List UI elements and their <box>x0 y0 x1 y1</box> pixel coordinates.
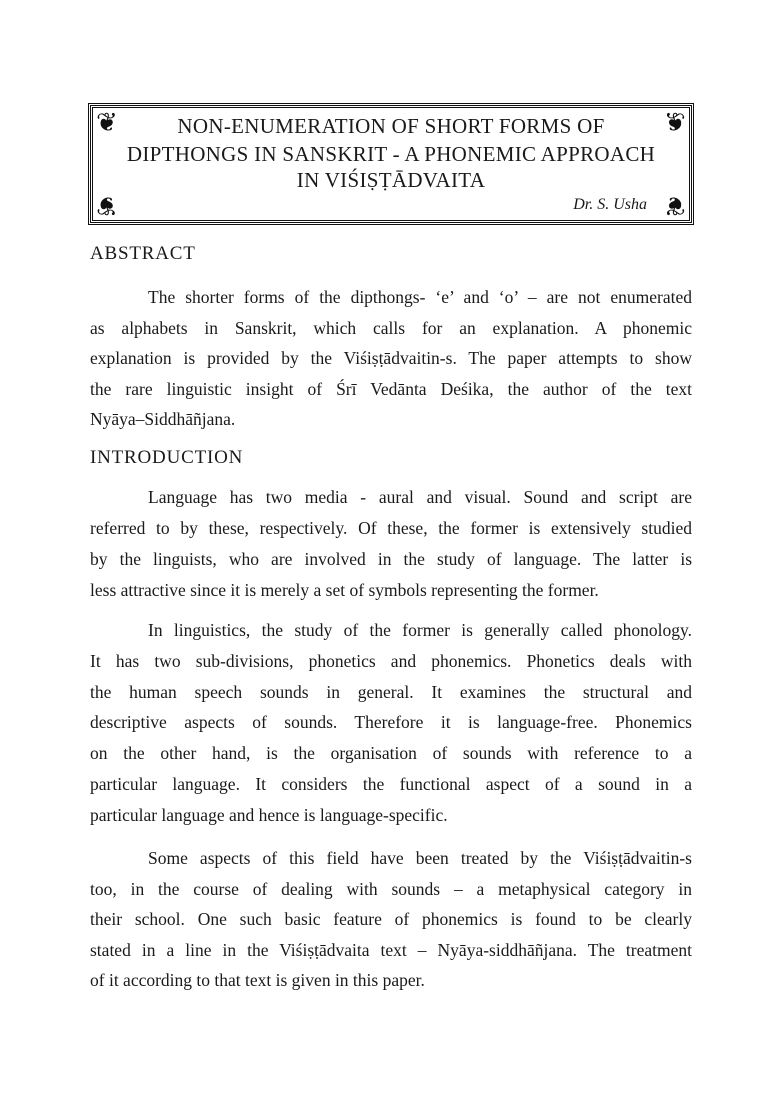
text-line: on the other hand, is the organisation of sounds with reference to a <box>90 743 692 764</box>
text-line: Nyāya–Siddhāñjana. <box>90 409 236 429</box>
ornament-icon: ❦ <box>96 108 118 137</box>
title-box <box>90 105 692 223</box>
text-line: the human speech sounds in general. It examines the structural and <box>90 681 692 702</box>
text-line: stated in a line in the Viśiṣṭādvaita text – Nyāya-siddhāñjana. The treatment <box>90 939 692 960</box>
text-line: In linguistics, the study of the former is generally called phonology. <box>148 620 692 640</box>
text-line: their school. One such basic feature of phonemics is found to be clearly <box>90 909 692 929</box>
text-line: as alphabets in Sanskrit, which calls for an explanation. A phonemic <box>90 317 692 338</box>
author: Dr. S. Usha <box>573 196 647 213</box>
text-line: referred to by these, respectively. Of these, the former is extensively studied <box>90 518 692 538</box>
text-line: Some aspects of this field have been treated by the Viśiṣṭādvaitin-s <box>148 848 692 868</box>
text-line: too, in the course of dealing with sounds – a metaphysical category in <box>90 878 692 899</box>
text-line: descriptive aspects of sounds. Therefore it is language-free. Phonemics <box>90 712 692 733</box>
text-line: Language has two media - aural and visual. Sound and script are <box>148 487 692 507</box>
text-line: of it according to that text is given in this paper. <box>90 970 425 990</box>
text-line: The shorter forms of the dipthongs- ‘e’ and ‘o’ – are not enumerated <box>148 287 692 307</box>
text-line: less attractive since it is merely a set of symbols representing the former. <box>90 580 599 600</box>
text-line: particular language. It considers the functional aspect of a sound in a <box>90 774 692 794</box>
title-line-1: NON-ENUMERATION OF SHORT FORMS OF <box>177 114 605 138</box>
introduction-heading: INTRODUCTION <box>90 447 244 468</box>
text-line: particular language and hence is language-specific. <box>90 804 448 825</box>
ornament-icon: ❦ <box>664 108 686 137</box>
ornament-icon: ❦ <box>664 191 686 220</box>
text-line: It has two sub-divisions, phonetics and phonemics. Phonetics deals with <box>90 650 692 671</box>
title-line-2: DIPTHONGS IN SANSKRIT - A PHONEMIC APPROACH <box>126 142 656 166</box>
ornament-icon: ❦ <box>96 191 118 220</box>
title-line-3: IN VIŚIṢṬĀDVAITA <box>296 168 486 192</box>
abstract-heading: ABSTRACT <box>90 243 196 264</box>
text-line: the rare linguistic insight of Śrī Vedānta Deśika, the author of the text <box>90 378 692 399</box>
text-line: explanation is provided by the Viśiṣṭādvaitin-s. The paper attempts to show <box>90 348 692 368</box>
text-line: by the linguists, who are involved in the study of language. The latter is <box>90 549 692 569</box>
